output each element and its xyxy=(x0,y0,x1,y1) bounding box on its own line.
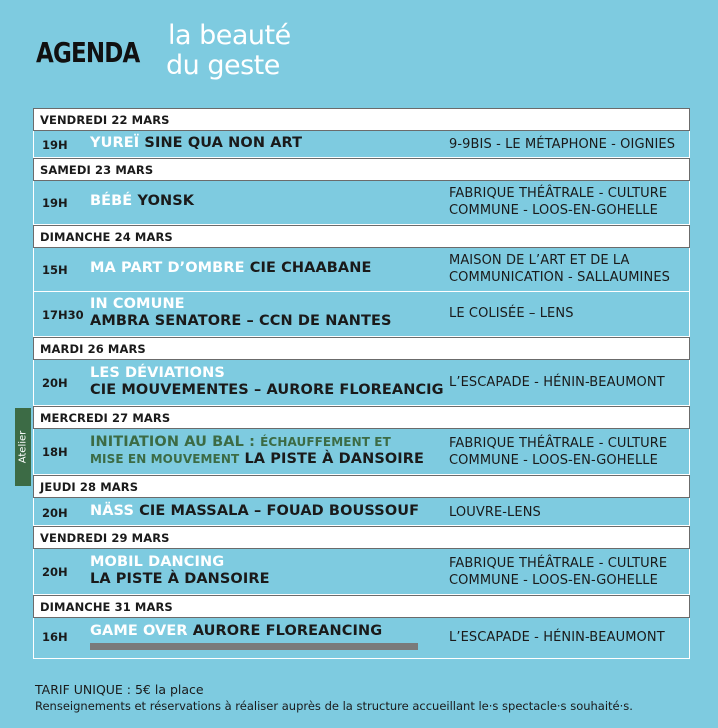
event-venue xyxy=(449,435,667,469)
day-header: DIMANCHE 31 MARS xyxy=(33,595,690,618)
event-time: 20H xyxy=(42,506,68,520)
event-row xyxy=(33,498,690,526)
show-name: IN COMUNE xyxy=(90,296,185,312)
atelier-tag xyxy=(15,408,31,486)
workshop-subtitle: ÉCHAUFFEMENT ET xyxy=(260,435,391,449)
venue-line: COMMUNE - LOOS-EN-GOHELLE xyxy=(449,203,658,218)
company-name: YONSK xyxy=(137,193,195,209)
event-time: 20H xyxy=(42,376,68,390)
booking-info: Renseignements et réservations à réaliser auprès de la structure accueillant le·s spectacle·s souhaité·s. xyxy=(35,699,633,713)
event-title xyxy=(90,260,371,277)
day-header: MARDI 26 MARS xyxy=(33,337,690,360)
event-row xyxy=(33,248,690,292)
event-title xyxy=(90,623,382,640)
event-title xyxy=(90,503,419,520)
footer xyxy=(35,682,633,714)
event-title xyxy=(90,193,194,210)
venue-line: COMMUNICATION - SALLAUMINES xyxy=(449,270,670,285)
event-time: 17H30 xyxy=(42,308,84,322)
atelier-label: Atelier xyxy=(17,430,29,464)
show-name: MA PART D’OMBRE xyxy=(90,260,245,276)
company-name: CIE MOUVEMENTES – AURORE FLOREANCIG xyxy=(90,382,444,398)
company-name: CIE MASSALA – FOUAD BOUSSOUF xyxy=(139,503,420,519)
venue-line: FABRIQUE THÉÂTRALE - CULTURE xyxy=(449,556,668,571)
event-time: 15H xyxy=(42,263,68,277)
event-venue xyxy=(449,185,667,219)
venue-line: COMMUNE - LOOS-EN-GOHELLE xyxy=(449,453,658,468)
event-title xyxy=(90,135,302,152)
day-header: JEUDI 28 MARS xyxy=(33,475,690,498)
company-name: LA PISTE À DANSOIRE xyxy=(244,451,425,467)
day-header: VENDREDI 29 MARS xyxy=(33,526,690,549)
company-name: LA PISTE À DANSOIRE xyxy=(90,571,270,587)
event-title xyxy=(90,434,424,468)
logo-line-2: du geste xyxy=(166,50,280,81)
venue-line: MAISON DE L’ART ET DE LA xyxy=(449,253,630,268)
event-time: 20H xyxy=(42,565,68,579)
show-name: LES DÉVIATIONS xyxy=(90,365,225,381)
day-header: SAMEDI 23 MARS xyxy=(33,158,690,181)
event-row xyxy=(33,360,690,406)
company-name: AMBRA SENATORE – CCN DE NANTES xyxy=(90,313,392,329)
event-row xyxy=(33,131,690,158)
agenda-table xyxy=(33,108,690,659)
logo-line-1: la beauté xyxy=(168,20,291,51)
agenda-title: AGENDA xyxy=(36,36,140,69)
show-name: NÄSS xyxy=(90,503,134,519)
event-time: 19H xyxy=(42,138,68,152)
event-row xyxy=(33,181,690,225)
price-info: TARIF UNIQUE : 5€ la place xyxy=(35,682,204,697)
event-venue: 9-9BIS - LE MÉTAPHONE - OIGNIES xyxy=(449,137,676,152)
day-header: DIMANCHE 24 MARS xyxy=(33,225,690,248)
workshop-subtitle: MISE EN MOUVEMENT xyxy=(90,452,240,466)
show-name: BÉBÉ xyxy=(90,193,133,209)
event-venue: L’ESCAPADE - HÉNIN-BEAUMONT xyxy=(449,375,665,390)
event-title xyxy=(90,296,392,330)
event-time: 19H xyxy=(42,196,68,210)
festival-logo xyxy=(164,18,304,108)
event-time: 18H xyxy=(42,445,68,459)
venue-line: COMMUNE - LOOS-EN-GOHELLE xyxy=(449,573,658,588)
event-row xyxy=(33,429,690,475)
event-venue: LE COLISÉE – LENS xyxy=(449,306,574,321)
company-name: SINE QUA NON ART xyxy=(144,135,303,151)
event-time: 16H xyxy=(42,630,68,644)
event-venue: LOUVRE-LENS xyxy=(449,505,541,520)
header xyxy=(36,18,336,108)
show-name: YUREÏ xyxy=(90,135,140,151)
company-name: AURORE FLOREANCING xyxy=(192,623,383,639)
company-name: CIE CHAABANE xyxy=(249,260,372,276)
day-header: VENDREDI 22 MARS xyxy=(33,108,690,131)
event-venue xyxy=(449,555,667,589)
event-row xyxy=(33,549,690,595)
venue-line: FABRIQUE THÉÂTRALE - CULTURE xyxy=(449,436,668,451)
event-venue: L’ESCAPADE - HÉNIN-BEAUMONT xyxy=(449,630,665,645)
event-title xyxy=(90,554,270,588)
event-title xyxy=(90,365,444,399)
venue-line: FABRIQUE THÉÂTRALE - CULTURE xyxy=(449,186,668,201)
day-header: MERCREDI 27 MARS xyxy=(33,406,690,429)
show-name: GAME OVER xyxy=(90,623,188,639)
event-row xyxy=(33,292,690,337)
workshop-name: INITIATION AU BAL : xyxy=(90,434,255,450)
highlight-bar xyxy=(90,643,418,650)
show-name: MOBIL DANCING xyxy=(90,554,225,570)
event-venue xyxy=(449,252,670,286)
event-row xyxy=(33,618,690,659)
